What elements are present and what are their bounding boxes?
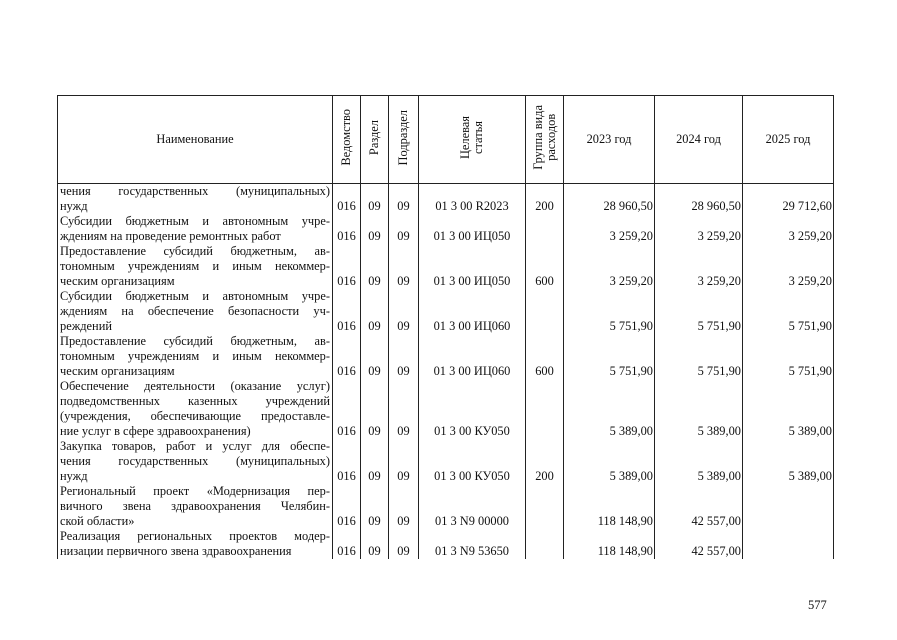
razdel-cell: 09 — [361, 529, 389, 559]
amount-2023-cell: 3 259,20 — [564, 244, 655, 289]
amount-2025-cell: 3 259,20 — [743, 244, 834, 289]
celevaya-statya-cell: 01 3 N9 00000 — [419, 484, 526, 529]
amount-2024-cell: 5 389,00 — [655, 379, 743, 439]
row-name-line: Региональный проект «Модернизация пер- — [60, 484, 330, 498]
razdel-cell: 09 — [361, 334, 389, 379]
amount-2024-cell: 3 259,20 — [655, 244, 743, 289]
table-header-row — [58, 96, 834, 184]
row-name-line: (учреждения, обеспечивающие предоставле- — [60, 409, 330, 423]
row-name-line: Предоставление субсидий бюджетным, ав- — [60, 244, 330, 258]
razdel-cell: 09 — [361, 484, 389, 529]
amount-2023-cell: 28 960,50 — [564, 184, 655, 215]
amount-2025-cell — [743, 484, 834, 529]
gruppa-cell — [526, 529, 564, 559]
podrazdel-cell: 09 — [389, 334, 419, 379]
amount-2025-cell: 5 389,00 — [743, 439, 834, 484]
amount-2025-cell: 5 389,00 — [743, 379, 834, 439]
celevaya-statya-cell: 01 3 00 ИЦ060 — [419, 289, 526, 334]
row-name-line: подведомственных казенных учреждений — [60, 394, 330, 408]
row-name — [58, 244, 333, 289]
row-name-line: нужд — [60, 469, 88, 483]
amount-2024-cell: 5 389,00 — [655, 439, 743, 484]
gruppa-cell: 600 — [526, 244, 564, 289]
razdel-cell: 09 — [361, 289, 389, 334]
podrazdel-cell: 09 — [389, 184, 419, 215]
row-name-line: ждениям на проведение ремонтных работ — [60, 229, 281, 243]
header-2025: 2025 год — [743, 96, 834, 184]
row-name — [58, 379, 333, 439]
row-name-line: чения государственных (муниципальных) — [60, 454, 330, 468]
podrazdel-cell: 09 — [389, 244, 419, 289]
gruppa-cell: 200 — [526, 439, 564, 484]
vedomstvo-cell: 016 — [333, 334, 361, 379]
row-name — [58, 439, 333, 484]
header-2023: 2023 год — [564, 96, 655, 184]
vedomstvo-cell: 016 — [333, 289, 361, 334]
razdel-cell: 09 — [361, 379, 389, 439]
celevaya-statya-cell: 01 3 00 ИЦ050 — [419, 244, 526, 289]
celevaya-statya-cell: 01 3 00 ИЦ050 — [419, 214, 526, 244]
celevaya-statya-cell: 01 3 00 ИЦ060 — [419, 334, 526, 379]
gruppa-cell: 600 — [526, 334, 564, 379]
header-vedomstvo: Ведомство — [333, 96, 361, 184]
row-name-line: низации первичного звена здравоохранения — [60, 544, 292, 558]
row-name-line: Реализация региональных проектов модер- — [60, 529, 330, 543]
header-name: Наименование — [58, 96, 333, 184]
row-name-line: вичного звена здравоохранения Челябин- — [60, 499, 330, 513]
amount-2023-cell: 5 389,00 — [564, 379, 655, 439]
header-2024: 2024 год — [655, 96, 743, 184]
vedomstvo-cell: 016 — [333, 484, 361, 529]
vedomstvo-cell: 016 — [333, 244, 361, 289]
amount-2025-cell: 29 712,60 — [743, 184, 834, 215]
vedomstvo-cell: 016 — [333, 214, 361, 244]
table-row — [58, 244, 834, 289]
amount-2023-cell: 5 751,90 — [564, 334, 655, 379]
razdel-cell: 09 — [361, 184, 389, 215]
row-name-line: тономным учреждениям и иным некоммер- — [60, 349, 330, 363]
amount-2025-cell — [743, 529, 834, 559]
row-name — [58, 529, 333, 559]
row-name-line: ской области» — [60, 514, 135, 528]
amount-2023-cell: 118 148,90 — [564, 529, 655, 559]
table-row — [58, 334, 834, 379]
amount-2024-cell: 3 259,20 — [655, 214, 743, 244]
table-row — [58, 529, 834, 559]
row-name — [58, 214, 333, 244]
row-name-line: Субсидии бюджетным и автономным учре- — [60, 289, 330, 303]
row-name — [58, 484, 333, 529]
table-row — [58, 379, 834, 439]
gruppa-cell — [526, 379, 564, 439]
row-name-line: Обеспечение деятельности (оказание услуг) — [60, 379, 330, 393]
row-name-line: Предоставление субсидий бюджетным, ав- — [60, 334, 330, 348]
razdel-cell: 09 — [361, 214, 389, 244]
gruppa-cell — [526, 214, 564, 244]
celevaya-statya-cell: 01 3 00 КУ050 — [419, 439, 526, 484]
gruppa-cell — [526, 484, 564, 529]
budget-table — [57, 95, 834, 559]
gruppa-cell — [526, 289, 564, 334]
row-name-line: Субсидии бюджетным и автономным учре- — [60, 214, 330, 228]
celevaya-statya-cell: 01 3 00 R2023 — [419, 184, 526, 215]
celevaya-statya-cell: 01 3 N9 53650 — [419, 529, 526, 559]
amount-2025-cell: 5 751,90 — [743, 334, 834, 379]
header-gruppa: Группа вида расходов — [526, 96, 564, 184]
amount-2023-cell: 118 148,90 — [564, 484, 655, 529]
page-number: 577 — [808, 598, 827, 612]
vedomstvo-cell: 016 — [333, 184, 361, 215]
table-row — [58, 439, 834, 484]
amount-2025-cell: 5 751,90 — [743, 289, 834, 334]
row-name-line: чения государственных (муниципальных) — [60, 184, 330, 198]
gruppa-cell: 200 — [526, 184, 564, 215]
amount-2024-cell: 5 751,90 — [655, 289, 743, 334]
razdel-cell: 09 — [361, 439, 389, 484]
row-name-line: реждений — [60, 319, 112, 333]
table-row — [58, 214, 834, 244]
amount-2024-cell: 42 557,00 — [655, 484, 743, 529]
podrazdel-cell: 09 — [389, 484, 419, 529]
row-name — [58, 184, 333, 215]
table-row — [58, 289, 834, 334]
podrazdel-cell: 09 — [389, 529, 419, 559]
row-name-line: ческим организациям — [60, 274, 175, 288]
podrazdel-cell: 09 — [389, 379, 419, 439]
podrazdel-cell: 09 — [389, 439, 419, 484]
amount-2023-cell: 5 389,00 — [564, 439, 655, 484]
amount-2023-cell: 3 259,20 — [564, 214, 655, 244]
podrazdel-cell: 09 — [389, 214, 419, 244]
amount-2024-cell: 28 960,50 — [655, 184, 743, 215]
amount-2024-cell: 5 751,90 — [655, 334, 743, 379]
row-name-line: Закупка товаров, работ и услуг для обеспе- — [60, 439, 330, 453]
header-razdel: Раздел — [361, 96, 389, 184]
row-name-line: нужд — [60, 199, 88, 213]
podrazdel-cell: 09 — [389, 289, 419, 334]
vedomstvo-cell: 016 — [333, 379, 361, 439]
row-name-line: ждениям на обеспечение безопасности уч- — [60, 304, 330, 318]
razdel-cell: 09 — [361, 244, 389, 289]
amount-2024-cell: 42 557,00 — [655, 529, 743, 559]
row-name-line: ческим организациям — [60, 364, 175, 378]
vedomstvo-cell: 016 — [333, 529, 361, 559]
row-name-line: ние услуг в сфере здравоохранения) — [60, 424, 251, 438]
header-celevaya: Целевая статья — [419, 96, 526, 184]
amount-2023-cell: 5 751,90 — [564, 289, 655, 334]
amount-2025-cell: 3 259,20 — [743, 214, 834, 244]
celevaya-statya-cell: 01 3 00 КУ050 — [419, 379, 526, 439]
header-podrazdel: Подраздел — [389, 96, 419, 184]
table-row — [58, 484, 834, 529]
row-name — [58, 334, 333, 379]
table-row — [58, 184, 834, 215]
row-name — [58, 289, 333, 334]
row-name-line: тономным учреждениям и иным некоммер- — [60, 259, 330, 273]
vedomstvo-cell: 016 — [333, 439, 361, 484]
